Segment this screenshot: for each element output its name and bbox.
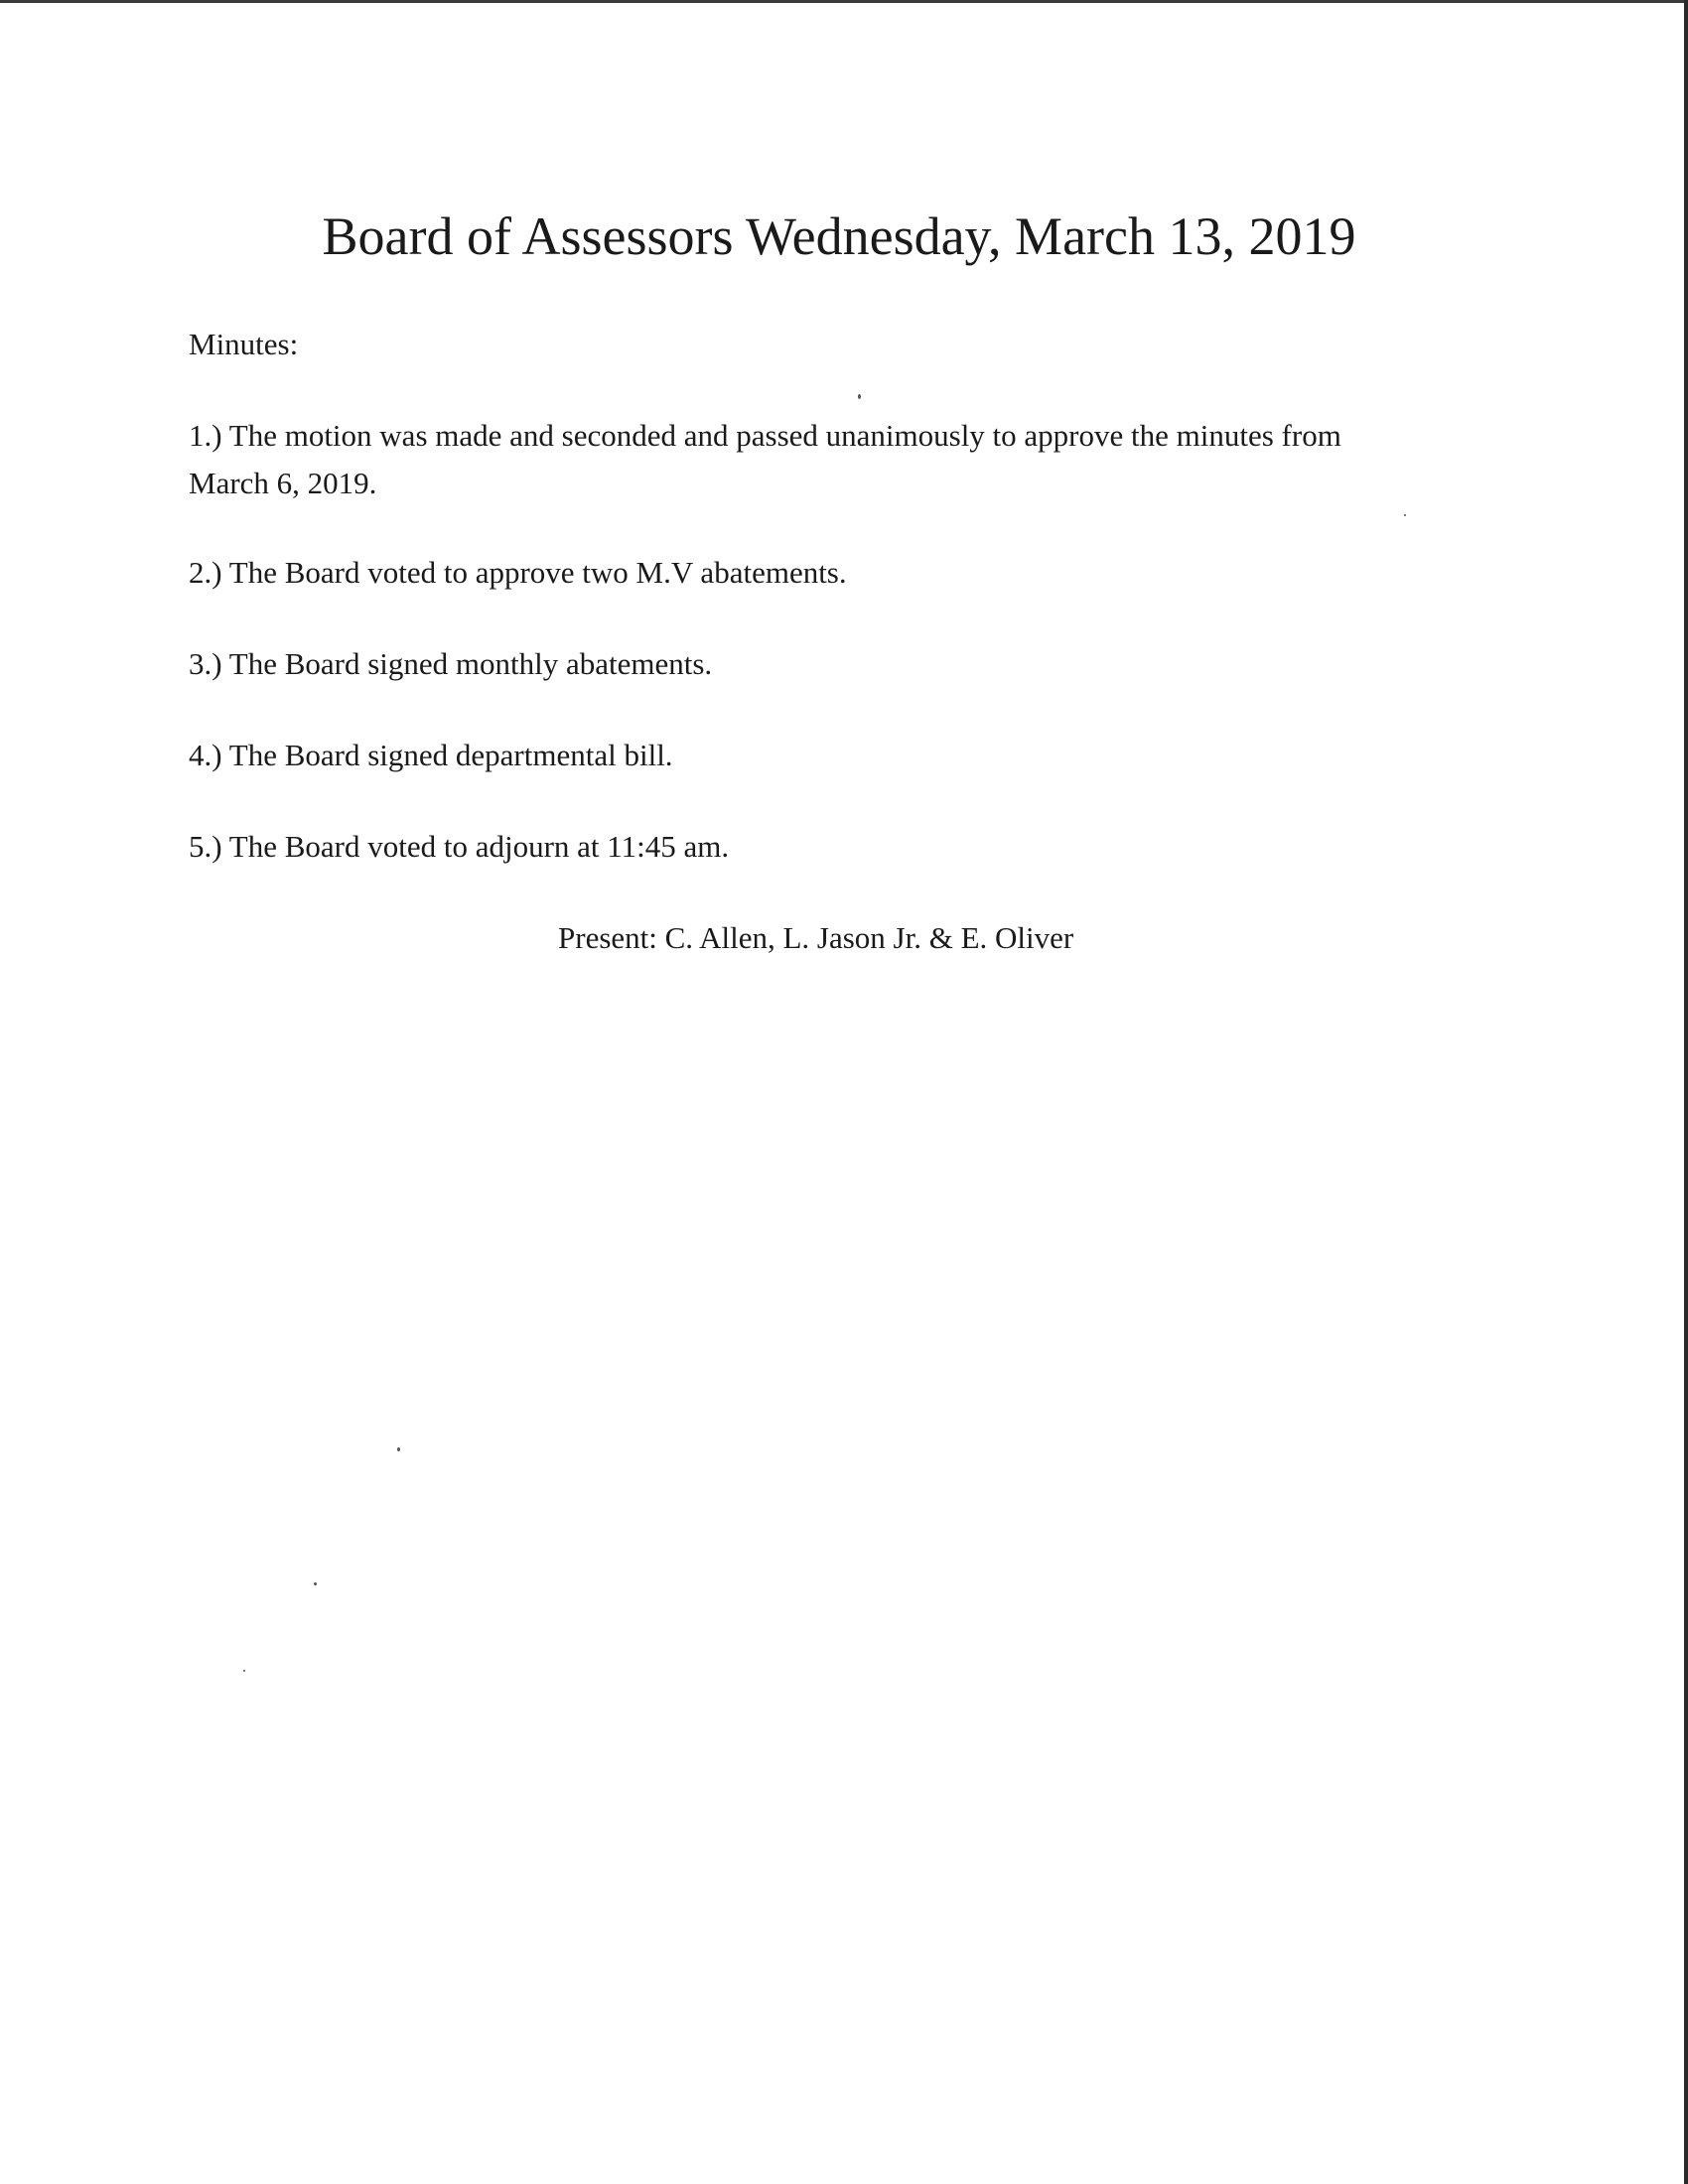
scan-top-edge <box>0 0 1688 3</box>
minutes-item-2: 2.) The Board voted to approve two M.V abatements. <box>189 555 847 590</box>
minutes-item-1-continued: March 6, 2019. <box>189 466 377 500</box>
scan-speck <box>397 1447 400 1451</box>
scan-right-edge <box>1684 0 1688 2184</box>
minutes-item-1: 1.) The motion was made and seconded and passed unanimously to approve the minutes from <box>189 418 1341 453</box>
scan-speck <box>243 1670 245 1672</box>
scan-speck <box>1404 514 1406 516</box>
minutes-item-3: 3.) The Board signed monthly abatements. <box>189 646 713 681</box>
scan-speck <box>314 1582 317 1585</box>
scan-speck <box>858 394 861 399</box>
attendance-line: Present: C. Allen, L. Jason Jr. & E. Oliver <box>558 920 1074 955</box>
minutes-item-4: 4.) The Board signed departmental bill. <box>189 738 673 772</box>
minutes-item-5: 5.) The Board voted to adjourn at 11:45 am. <box>189 829 730 864</box>
page-title: Board of Assessors Wednesday, March 13, 2019 <box>322 206 1356 266</box>
minutes-label: Minutes: <box>189 327 299 361</box>
